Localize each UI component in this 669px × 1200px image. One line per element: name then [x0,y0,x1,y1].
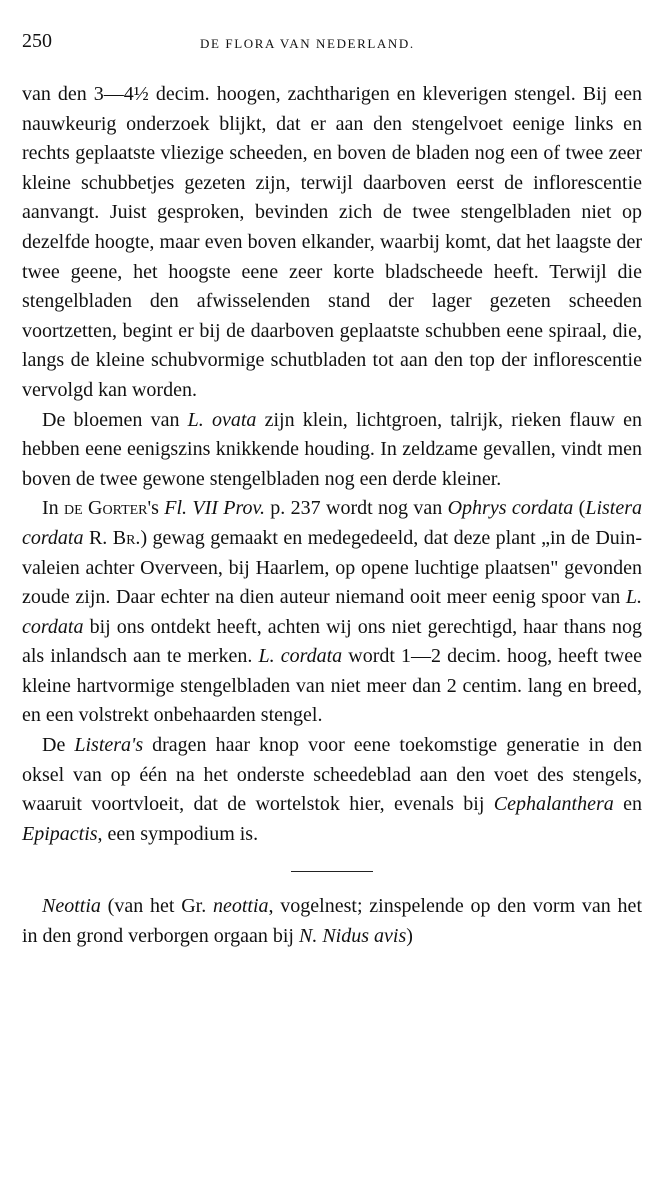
paragraph-flowers [22,406,642,495]
text-run: , een sympodium is. [97,822,259,845]
text-run: ) [406,925,413,948]
work-title: Fl. VII Prov. [164,497,265,520]
species-name: L. cordata [22,586,642,638]
text-run: ( [573,497,586,520]
text-run: bij ons ontdekt heeft, achten wij ons niet gerechtigd, haar thans nog als inlandsch aan te merken. [22,615,642,668]
author-abbrev: Br. [112,526,141,549]
text-run: ) gewag gemaakt en medegedeeld, dat deze plant „in de Duin-valeien achter Overveen, bij Haarlem, op opene luchtige plaatsen" gevonden zoude zijn. Daar echter na dien auteur niemand ooit meer eenig spoor van [22,526,642,609]
page-number: 250 [22,30,52,52]
genus-name: Listera's [74,734,144,757]
text-run: De bloemen van [42,408,188,431]
paragraph-listera-bud [22,731,642,849]
paragraph-neottia [22,892,642,951]
running-title: DE FLORA VAN NEDERLAND. [200,36,415,51]
genus-name: Epipactis [22,822,98,845]
species-name: L. cordata [258,645,343,668]
text-run: , vogelnest; zinspelende op den vorm van het in den grond verborgen orgaan bij [22,895,642,948]
species-name: N. Nidus avis [298,925,407,948]
species-name: L. ovata [187,408,257,431]
body-text [22,80,642,952]
paragraph-stem-description [22,80,642,406]
text-run: wordt 1—2 decim. hoog, heeft twee kleine hartvormige stengelbladen van niet meer dan 2 centim. lang en breed, en een volstrekt onbehaarden stengel. [22,645,642,727]
section-divider [291,871,373,872]
text-run: In [42,497,65,520]
text-run: en [613,793,642,816]
author-name: de Gorter [64,497,148,520]
text-run: R. [83,526,113,549]
text-run: (van het Gr. [100,895,213,918]
paragraph-listera-cordata [22,494,642,731]
text-run: 's [147,497,165,520]
text-run: dragen haar knop voor eene toekomstige generatie in den oksel van op één na het onderste scheedeblad aan den voet des stengels, waaruit voortvloeit, dat de wortelstok hier, evenals bij [22,734,642,816]
text-run: zijn klein, lichtgroen, talrijk, rieken flauw en hebben eene eenigszins knikkende houding. In zeldzame gevallen, vindt men boven de twee gewone stengelbladen nog een derde kleiner. [22,408,642,490]
page-header [22,30,647,60]
text-run: p. 237 wordt nog van [264,497,448,520]
text-run: van den 3—4½ decim. hoogen, zachtharigen en kleverigen stengel. Bij een nauwkeurig onderzoek blijkt, dat er aan den stengelvoet eenige links en rechts geplaatste vliezige scheeden, en boven de bladen nog een of twee zeer kleine schubbetjes gezeten zijn, terwijl daarboven eerst de inflorescentie aanvangt. Juist gesproken, bevinden zich de twee stengelbladen niet op dezelfde hoogte, maar even boven elkander, waarbij komt, dat het laagste der twee geene, het hoogste eene zeer korte bladscheede heeft. Terwijl die stengelbladen den afwisselenden stand der lager gezeten scheeden voortzetten, begint er bij de daarboven geplaatste schubben eene spiraal, die, langs de kleine schubvormige schutbladen tot aan den top der inflorescentie vervolgd kan worden. [22,83,642,401]
text-run: De [42,734,75,757]
genus-name: Cephalanthera [493,793,614,816]
species-name: Ophrys cordata [447,497,574,520]
greek-word: neottia [212,895,269,918]
species-name: Listera cordata [22,497,643,549]
genus-name: Neottia [42,895,101,918]
